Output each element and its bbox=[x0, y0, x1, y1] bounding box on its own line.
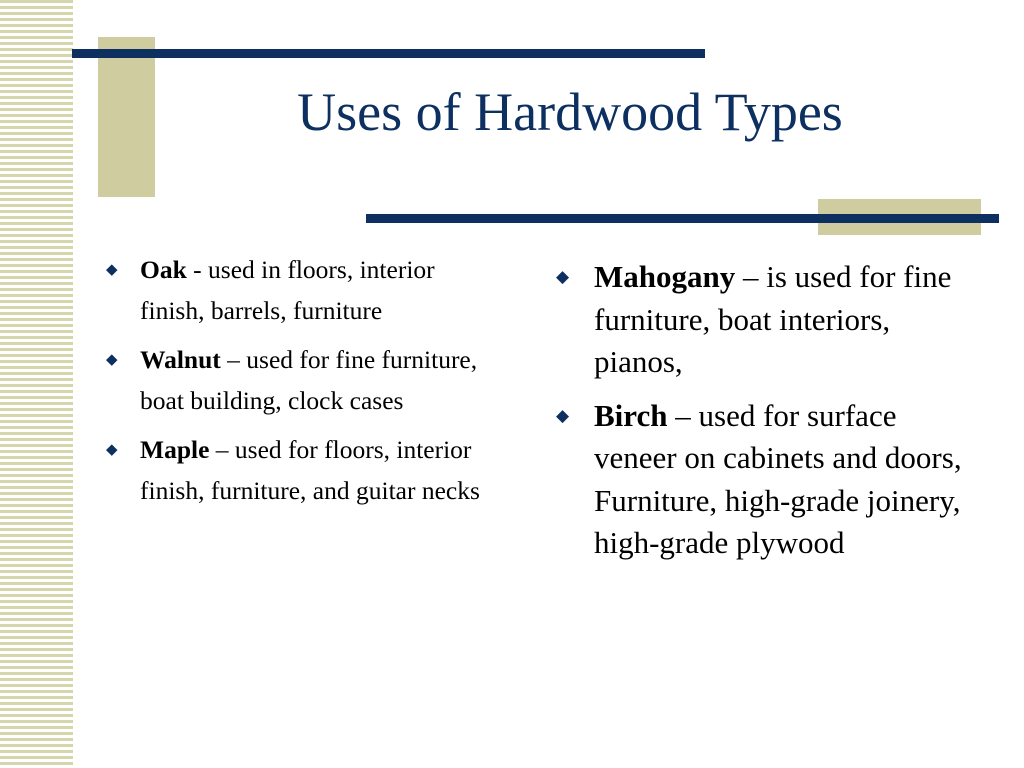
term-description: – used for fine furniture, boat building, clock cases bbox=[140, 345, 478, 415]
diamond-bullet-icon: ◆ bbox=[556, 405, 570, 425]
list-item-birch bbox=[556, 395, 976, 565]
left-bullet-list bbox=[106, 250, 496, 520]
term-label: Maple bbox=[140, 435, 210, 464]
diamond-bullet-icon: ◆ bbox=[106, 262, 118, 278]
decorative-stripes bbox=[0, 0, 73, 768]
term-description: – used for floors, interior finish, furniture, and guitar necks bbox=[140, 435, 480, 505]
slide-title: Uses of Hardwood Types bbox=[297, 82, 843, 142]
term-label: Walnut bbox=[140, 345, 221, 374]
diamond-bullet-icon: ◆ bbox=[106, 352, 118, 368]
list-item-walnut bbox=[106, 340, 496, 421]
list-item-maple bbox=[106, 430, 496, 511]
term-label: Mahogany bbox=[594, 259, 736, 294]
title-rule-top bbox=[72, 49, 705, 58]
list-item-mahogany bbox=[556, 256, 976, 384]
term-description: – is used for fine furniture, boat interiors, pianos, bbox=[594, 259, 952, 379]
accent-block-top bbox=[98, 37, 155, 197]
term-description: - used in floors, interior finish, barrels, furniture bbox=[140, 255, 435, 325]
term-label: Oak bbox=[140, 255, 187, 284]
right-bullet-list bbox=[556, 256, 976, 576]
diamond-bullet-icon: ◆ bbox=[556, 267, 570, 286]
diamond-bullet-icon: ◆ bbox=[106, 442, 118, 458]
term-description: – used for surface veneer on cabinets and doors, Furniture, high-grade joinery, high-grade plywood bbox=[594, 397, 962, 560]
list-item-oak bbox=[106, 250, 496, 331]
term-label: Birch bbox=[594, 397, 668, 433]
title-rule-bottom bbox=[366, 214, 999, 223]
